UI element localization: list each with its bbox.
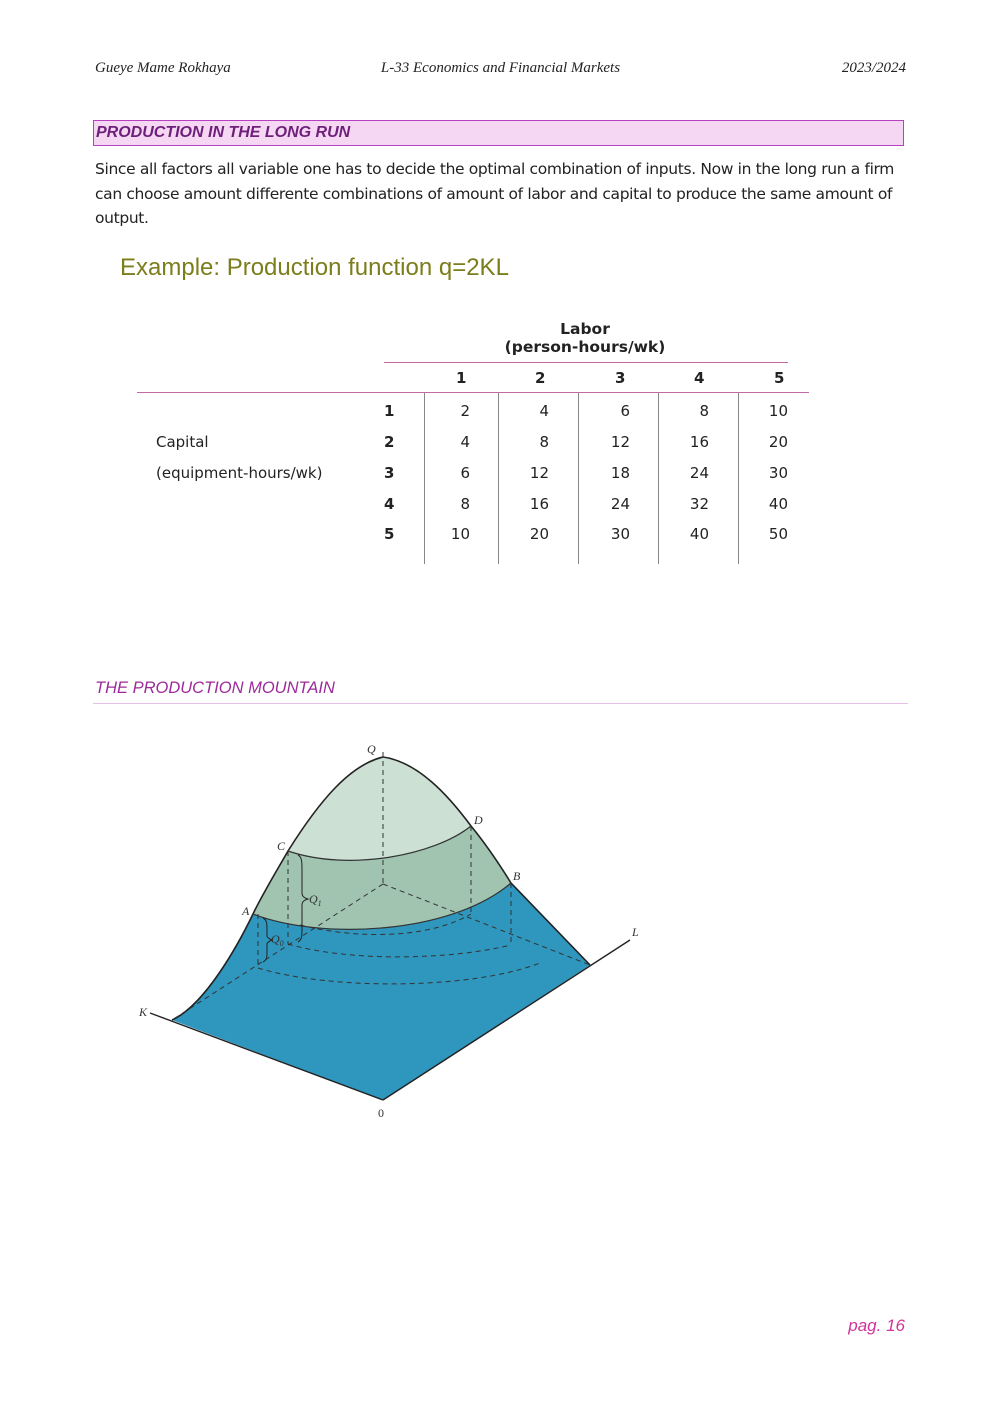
capital-level-1: 1 (384, 402, 395, 420)
table-cell: 20 (768, 433, 788, 451)
labor-level-1: 1 (456, 369, 467, 387)
label-a: A (242, 904, 250, 918)
label-origin: 0 (378, 1106, 384, 1120)
table-cell: 6 (460, 464, 470, 482)
table-cell: 50 (768, 525, 788, 543)
capital-label: Capital (156, 433, 209, 451)
table-cell: 30 (610, 525, 630, 543)
header-course: L-33 Economics and Financial Markets (380, 60, 621, 76)
table-cell: 8 (460, 495, 470, 513)
capital-level-2: 2 (384, 433, 395, 451)
table-cell: 40 (768, 495, 788, 513)
labor-header: Labor (560, 320, 610, 338)
table-cell: 10 (768, 402, 788, 420)
mountain-heading: THE PRODUCTION MOUNTAIN (95, 679, 335, 697)
labor-level-2: 2 (535, 369, 546, 387)
table-cell: 8 (699, 402, 709, 420)
label-k: K (139, 1005, 148, 1019)
page-number: pag. 16 (848, 1316, 905, 1335)
example-title: Example: Production function q=2KL (120, 254, 509, 281)
table-cell: 32 (689, 495, 709, 513)
table-cell: 16 (529, 495, 549, 513)
table-cell: 16 (689, 433, 709, 451)
labor-level-3: 3 (615, 369, 626, 387)
table-cell: 2 (460, 402, 470, 420)
table-cell: 24 (610, 495, 630, 513)
table-cell: 6 (620, 402, 630, 420)
capital-level-3: 3 (384, 464, 395, 482)
label-b: B (513, 869, 521, 883)
table-cell: 40 (689, 525, 709, 543)
label-c: C (277, 839, 286, 853)
label-d: D (474, 813, 483, 827)
label-q1: $Q_1$ (309, 892, 322, 908)
label-q: Q (367, 742, 376, 756)
table-cell: 30 (768, 464, 788, 482)
table-cell: 4 (460, 433, 470, 451)
table-cell: 10 (450, 525, 470, 543)
labor-unit: (person-hours/wk) (504, 338, 666, 356)
table-cell: 24 (689, 464, 709, 482)
table-cell: 20 (529, 525, 549, 543)
label-l: L (632, 925, 639, 939)
table-cell: 12 (610, 433, 630, 451)
table-cell: 8 (539, 433, 549, 451)
header-year: 2023/2024 (841, 60, 906, 76)
section-heading: PRODUCTION IN THE LONG RUN (93, 120, 904, 146)
labor-level-5: 5 (774, 369, 785, 387)
table-cell: 18 (610, 464, 630, 482)
capital-level-5: 5 (384, 525, 395, 543)
section-paragraph: Since all factors all variable one has to decide the optimal combination of inputs. Now in the long run a firm can choose amount differente combinations of amount of labor and capital to produce the same amount of output. (95, 160, 895, 227)
capital-level-4: 4 (384, 495, 395, 513)
table-cell: 4 (539, 402, 549, 420)
labor-level-4: 4 (694, 369, 705, 387)
table-cell: 12 (529, 464, 549, 482)
label-q0: $Q_0$ (271, 932, 284, 948)
header-author: Gueye Mame Rokhaya (95, 60, 231, 76)
capital-unit: (equipment-hours/wk) (156, 464, 323, 482)
